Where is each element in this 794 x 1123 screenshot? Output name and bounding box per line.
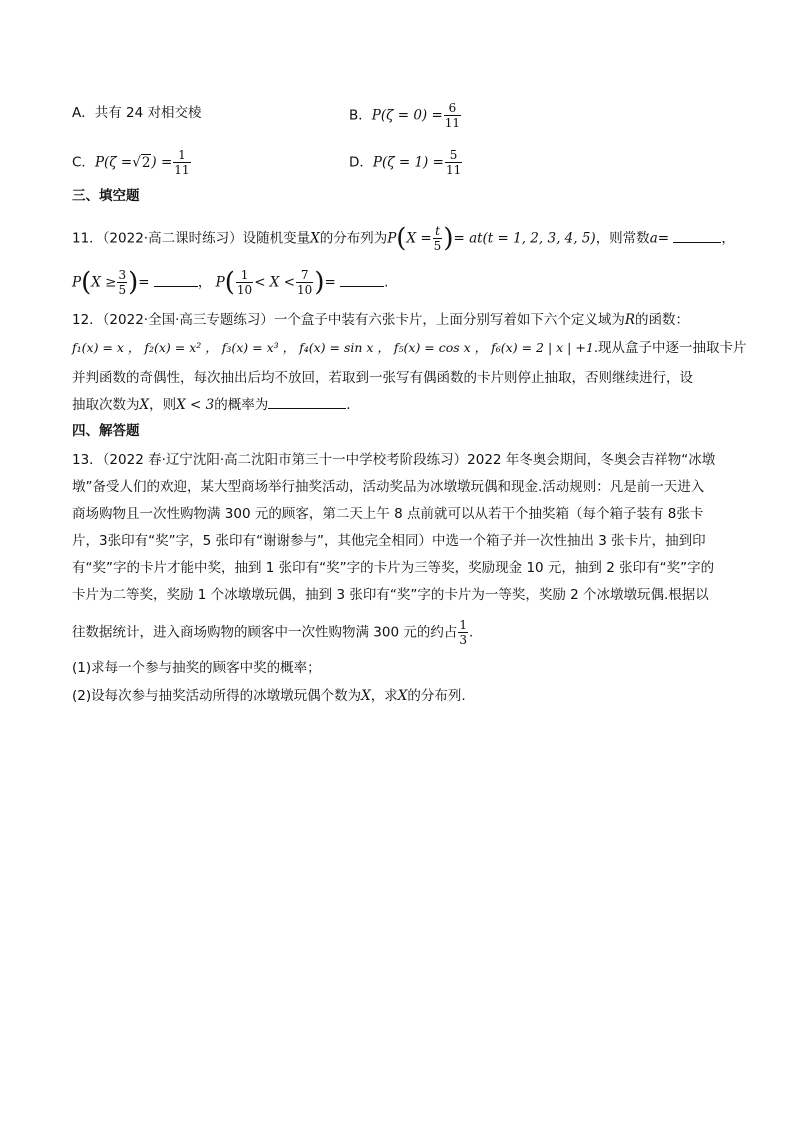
option-b (349, 101, 462, 130)
question-12-line-1 (72, 310, 689, 330)
fraction-denominator: 11 (445, 163, 462, 177)
q11-eq-post: = at(t = 1, 2, 3, 4, 5) (453, 230, 596, 247)
fraction-numerator: 1 (178, 148, 186, 162)
option-c-expr: P(ζ = (94, 154, 133, 171)
answer-blank[interactable] (340, 274, 384, 287)
q11-t-fraction (433, 224, 443, 253)
q12-text-2: .现从盒子中逐一抽取卡片 (593, 340, 747, 356)
left-paren: ( (81, 267, 92, 298)
option-c-label: C． (72, 154, 95, 171)
q11-eq-pre: X = (406, 230, 432, 247)
option-d-label: D． (349, 154, 373, 171)
q12-condition: X < 3 (176, 397, 215, 413)
fraction-denominator: 10 (297, 283, 313, 297)
option-d-fraction (445, 148, 462, 177)
question-13-line-4: 片，3张印有“奖”字，5 张印有“谢谢参与”，其他完全相同）中选一个箱子并一次性抽出 3 张卡片，抽到印 (72, 533, 706, 549)
option-c (72, 148, 192, 177)
q13-last-end: . (469, 624, 474, 641)
fraction-numerator: 3 (118, 268, 127, 282)
section-heading-answer: 四、解答题 (72, 423, 140, 439)
q11-p: P (72, 274, 82, 291)
q12-text-1-end: 的函数： (635, 312, 690, 328)
option-d-expr: P(ζ = 1) = (372, 154, 444, 171)
q11-p: P (387, 230, 397, 247)
q11-p3-mid: < X < (254, 274, 296, 291)
question-12-line-2 (72, 338, 747, 358)
left-paren: ( (224, 267, 235, 298)
question-13-sub-2 (72, 686, 466, 706)
question-13-line-5: 有“奖”字的卡片才能中奖，抽到 1 张印有“奖”字的卡片为三等奖，奖励现金 10 元，抽到 2 张印有“奖”字的 (72, 560, 715, 576)
right-paren: ) (443, 223, 454, 254)
question-13-line-7 (72, 618, 473, 647)
q12-functions: f₁(x) = x ， f₂(x) = x² ， f₃(x) = x³ ， f₄(x) = sin x ， f₅(x) = cos x ， f₆(x) = 2 | x | +1 (72, 340, 594, 355)
left-paren: ( (396, 223, 407, 254)
option-c-fraction (173, 148, 190, 177)
fraction-numerator: 7 (300, 268, 309, 282)
q11-text: 的分布列为 (319, 230, 388, 247)
q13-sub2-b: ，求 (370, 688, 398, 704)
option-a-text: A．共有 24 对相交棱 (72, 105, 202, 121)
fraction-denominator: 11 (444, 116, 461, 130)
q11-sep: ， (197, 274, 212, 291)
question-13-line-2: 墩”备受人们的欢迎，某大型商场举行抽奖活动，活动奖品为冰墩墩玩偶和现金.活动规则：凡是前一天进入 (72, 479, 705, 495)
right-paren: ) (128, 267, 139, 298)
option-a (72, 103, 202, 123)
option-b-label: B． (349, 107, 372, 124)
question-13-line-1: 13．（2022 春·辽宁沈阳·高二沈阳市第三十一中学校考阶段练习）2022 年冬奥会期间，冬奥会吉祥物“冰墩 (72, 452, 716, 468)
q12-text-4b: ，则 (149, 397, 177, 413)
q12-r: R (624, 312, 636, 328)
fraction-denominator: 11 (174, 163, 190, 177)
right-paren: ) (314, 267, 325, 298)
q13-sub2-c: 的分布列. (407, 688, 466, 704)
fraction-denominator: 5 (433, 239, 442, 253)
q13-x: X (361, 688, 371, 704)
fraction-denominator: 5 (118, 283, 127, 297)
q11-p2-fraction (117, 268, 127, 297)
q13-sub2-a: (2)设每次参与抽奖活动所得的冰墩墩玩偶个数为 (72, 688, 362, 704)
answer-blank[interactable] (673, 230, 721, 243)
q12-text-1: 12．（2022·全国·高三专题练习）一个盒子中装有六张卡片，上面分别写着如下六个定义域为 (72, 312, 625, 328)
q11-variable: X (310, 230, 320, 247)
q11-a-var: a (649, 230, 658, 247)
question-12-line-4 (72, 395, 351, 415)
question-13-line-3: 商场购物且一次性购物满 300 元的顾客，第二天上午 8 点前就可以从若干个抽奖箱（每个箱子装有 8张卡 (72, 506, 704, 522)
q11-p3-fraction-2 (296, 268, 313, 297)
answer-blank[interactable] (154, 274, 198, 287)
q12-text-4a: 抽取次数为 (72, 397, 140, 413)
question-11-line-2 (72, 268, 388, 297)
q13-fraction (458, 618, 468, 647)
sqrt-radicand: 2 (141, 154, 151, 171)
q11-p3-fraction-1 (236, 268, 253, 297)
section-heading-fill-in: 三、填空题 (72, 188, 140, 204)
q13-last-text: 往数据统计，进入商场购物的顾客中一次性购物满 300 元的约占 (72, 624, 458, 641)
fraction-denominator: 10 (236, 283, 253, 297)
sqrt-symbol: √2 (132, 154, 151, 171)
q11-p3-equals: = (324, 274, 336, 291)
question-13-sub-1: (1)求每一个参与抽奖的顾客中奖的概率； (72, 660, 321, 676)
q11-source: 11．（2022·高二课时练习）设随机变量 (72, 230, 311, 247)
q11-p2-equals: = (138, 274, 150, 291)
q11-equals: = (657, 230, 670, 247)
option-c-expr-post: ) = (151, 154, 173, 171)
q11-end: . (384, 274, 389, 291)
q12-text-4c: 的概率为 (214, 397, 269, 413)
option-b-expr: P(ζ = 0) = (371, 107, 443, 124)
fraction-numerator: 1 (459, 618, 467, 632)
q12-end: . (346, 397, 351, 413)
q12-x: X (139, 397, 150, 413)
fraction-numerator: 1 (240, 268, 249, 282)
fraction-numerator: 5 (449, 148, 458, 162)
q13-x: X (397, 688, 408, 704)
fraction-denominator: 3 (459, 633, 467, 647)
q11-comma: ， (721, 230, 735, 247)
option-d (349, 148, 463, 177)
question-11-line-1 (72, 224, 735, 253)
option-b-fraction (444, 101, 461, 130)
question-12-line-3: 并判函数的奇偶性，每次抽出后均不放回，若取到一张写有偶函数的卡片则停止抽取，否则继续进行，设 (72, 370, 693, 386)
question-13-line-6: 卡片为二等奖，奖励 1 个冰墩墩玩偶，抽到 3 张印有“奖”字的卡片为一等奖，奖励 2 个冰墩墩玩偶.根据以 (72, 587, 709, 603)
q11-p2-pre: X ≥ (91, 274, 117, 291)
fraction-numerator: 6 (448, 101, 457, 115)
answer-blank[interactable] (268, 396, 346, 409)
fraction-numerator: t (435, 224, 440, 238)
q11-text-c: ，则常数 (595, 230, 650, 247)
q11-p: P (215, 274, 225, 291)
